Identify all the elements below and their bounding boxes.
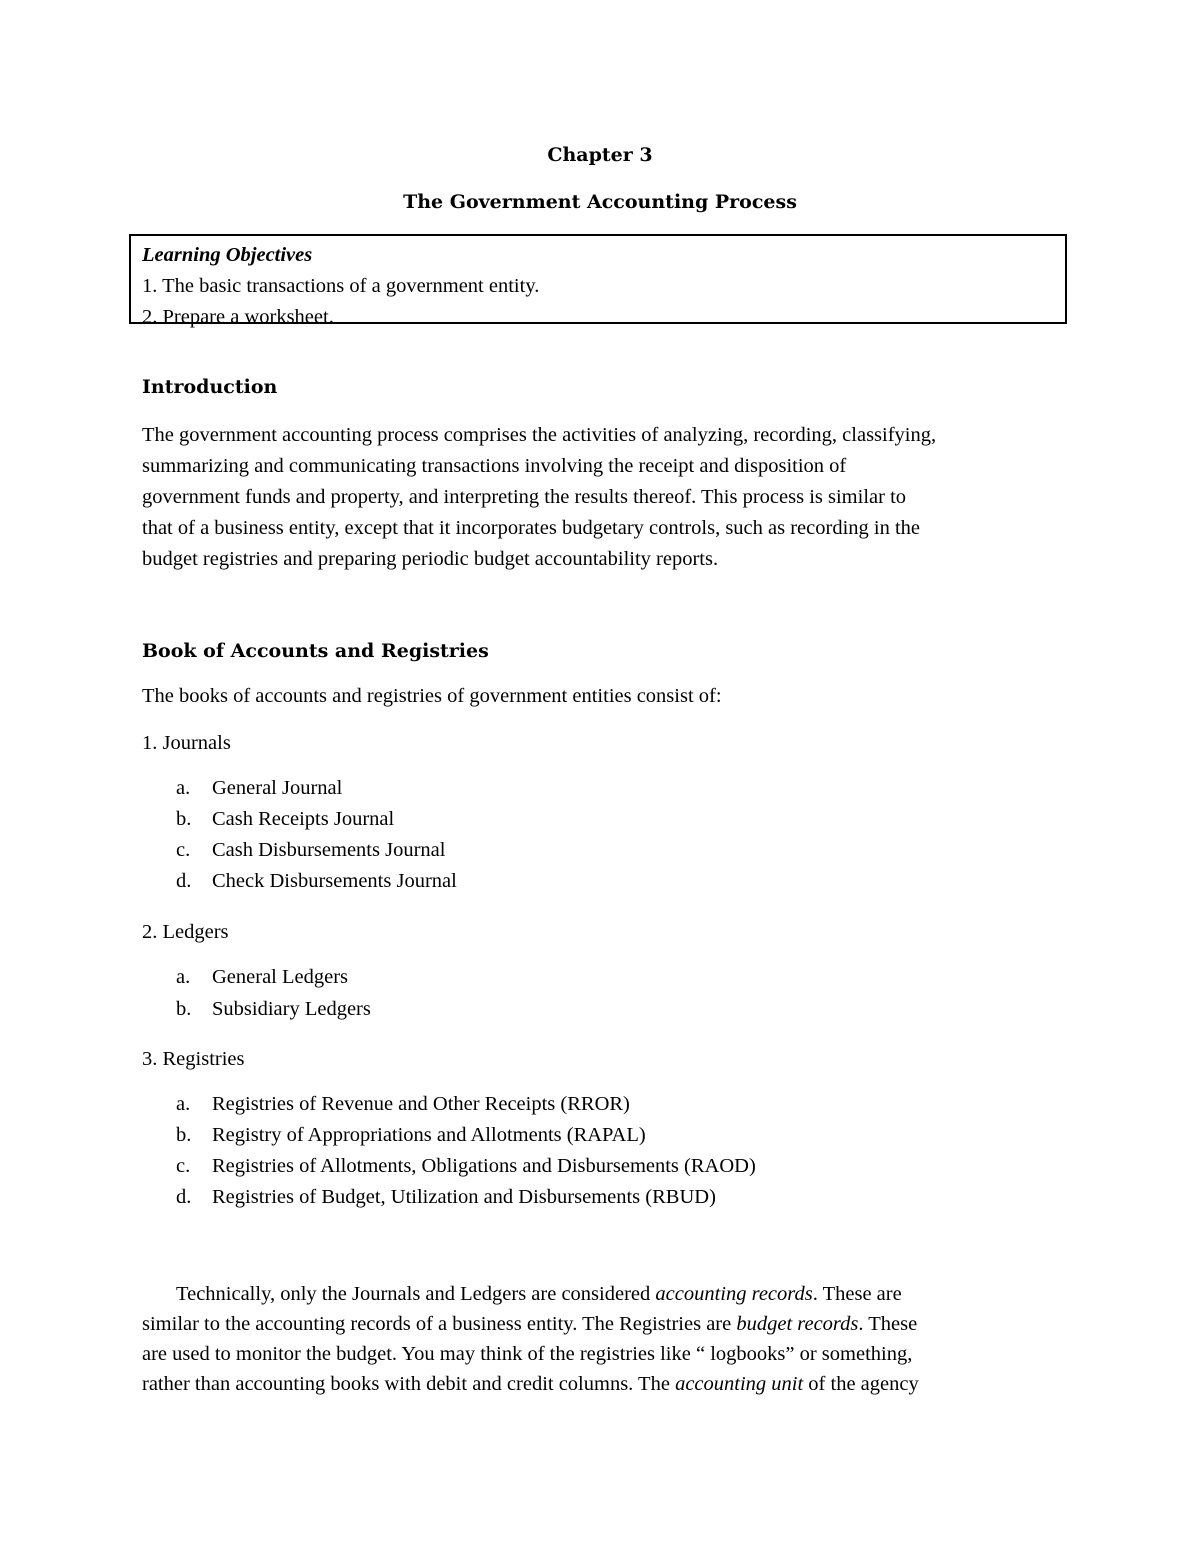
closing-paragraph xyxy=(142,1279,1062,1399)
intro-line-5: budget registries and preparing periodic budget accountability reports. xyxy=(142,548,719,570)
list-text: General Journal xyxy=(212,777,343,799)
objective-item-1: 1. The basic transactions of a government entity. xyxy=(142,275,540,297)
group-label-journals: 1. Journals xyxy=(142,732,231,754)
learning-objectives-box xyxy=(129,234,1067,328)
group-label-registries: 3. Registries xyxy=(142,1048,245,1070)
list-letter: b. xyxy=(176,998,192,1020)
list-text: Registries of Budget, Utilization and Disbursements (RBUD) xyxy=(212,1186,716,1208)
list-text: Registries of Revenue and Other Receipts (RROR) xyxy=(212,1093,630,1115)
list-text: Subsidiary Ledgers xyxy=(212,998,371,1020)
group-label-ledgers: 2. Ledgers xyxy=(142,921,229,943)
closing-text: similar to the accounting records of a business entity. The Registries are xyxy=(142,1313,737,1335)
list-letter: c. xyxy=(176,839,191,861)
objective-item-2: 2. Prepare a worksheet. xyxy=(142,306,334,328)
emphasis-accounting-unit: accounting unit xyxy=(675,1373,804,1395)
list-letter: b. xyxy=(176,1124,192,1146)
learning-objectives-heading: Learning Objectives xyxy=(142,244,313,266)
list-text: Registries of Allotments, Obligations and Disbursements (RAOD) xyxy=(212,1155,756,1177)
intro-line-1: The government accounting process comprises the activities of analyzing, recording, classifying, xyxy=(142,424,937,446)
list-letter: b. xyxy=(176,808,192,830)
list-letter: c. xyxy=(176,1155,191,1177)
closing-text: of the agency xyxy=(803,1373,919,1395)
closing-line-2 xyxy=(142,1309,1062,1339)
list-letter: a. xyxy=(176,966,191,988)
list-text: Check Disbursements Journal xyxy=(212,870,457,892)
list-letter: a. xyxy=(176,777,191,799)
intro-line-4: that of a business entity, except that it incorporates budgetary controls, such as recording in the xyxy=(142,517,921,539)
intro-line-2: summarizing and communicating transactions involving the receipt and disposition of xyxy=(142,455,847,477)
list-letter: d. xyxy=(176,1186,192,1208)
intro-line-3: government funds and property, and interpreting the results thereof. This process is similar to xyxy=(142,486,907,508)
introduction-paragraph xyxy=(142,420,1062,575)
list-text: Registry of Appropriations and Allotments (RAPAL) xyxy=(212,1124,646,1146)
closing-text: . These xyxy=(858,1313,918,1335)
closing-line-1 xyxy=(142,1279,1062,1309)
list-text: Cash Receipts Journal xyxy=(212,808,395,830)
chapter-number: Chapter 3 xyxy=(547,144,653,166)
books-lead: The books of accounts and registries of government entities consist of: xyxy=(142,685,722,707)
closing-line-4 xyxy=(142,1369,1062,1399)
list-text: Cash Disbursements Journal xyxy=(212,839,446,861)
books-heading: Book of Accounts and Registries xyxy=(142,640,489,662)
list-letter: a. xyxy=(176,1093,191,1115)
closing-text: Technically, only the Journals and Ledgers are considered xyxy=(176,1283,656,1305)
closing-line-3: are used to monitor the budget. You may think of the registries like “ logbooks” or something, xyxy=(142,1343,913,1365)
closing-text: . These are xyxy=(812,1283,902,1305)
list-letter: d. xyxy=(176,870,192,892)
closing-text: rather than accounting books with debit and credit columns. The xyxy=(142,1373,676,1395)
chapter-title: The Government Accounting Process xyxy=(403,191,797,213)
introduction-heading: Introduction xyxy=(142,376,278,398)
list-text: General Ledgers xyxy=(212,966,349,988)
emphasis-accounting-records: accounting records xyxy=(655,1283,813,1305)
emphasis-budget-records: budget records xyxy=(736,1313,859,1335)
